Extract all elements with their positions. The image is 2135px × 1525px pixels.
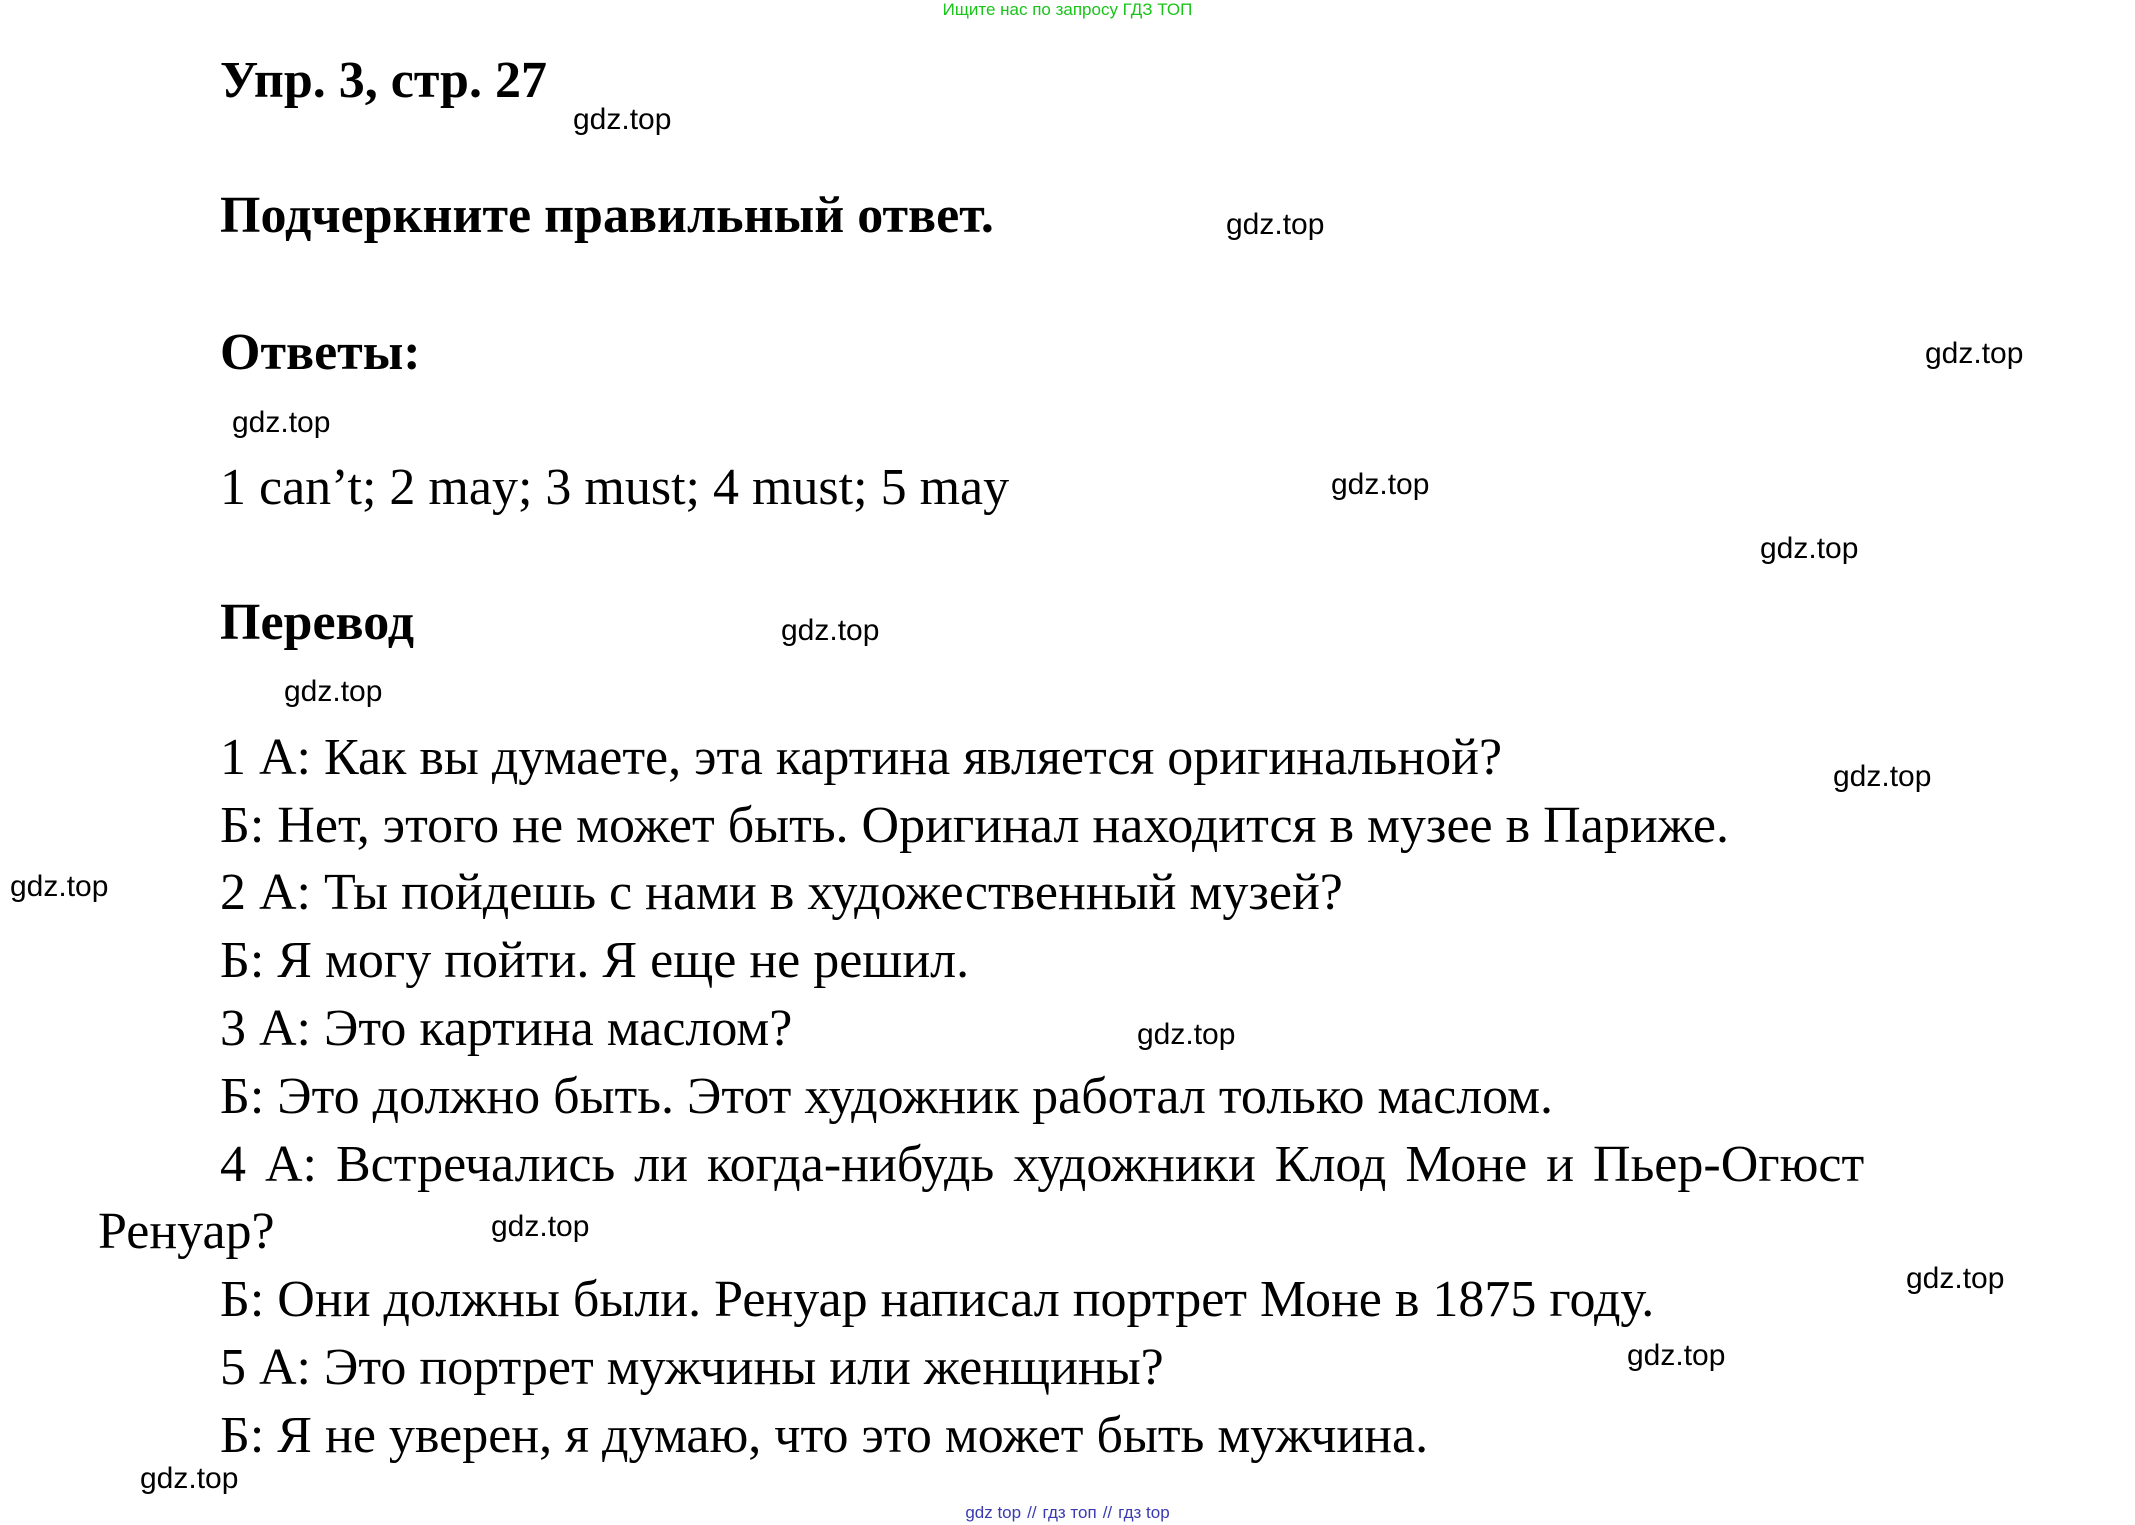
translation-line: 3 А: Это картина маслом? [220, 1000, 793, 1057]
answers-text: 1 can’t; 2 may; 3 must; 4 must; 5 may [220, 459, 1010, 516]
top-banner: Ищите нас по запросу ГДЗ ТОП [942, 0, 1193, 19]
exercise-title: Упр. 3, стр. 27 [220, 52, 547, 109]
footer-link[interactable]: гдз топ [1042, 1503, 1097, 1522]
watermark: gdz.top [1226, 208, 1325, 241]
translation-line: Б: Это должно быть. Этот художник работал только маслом. [220, 1068, 1554, 1125]
translation-line: Б: Я не уверен, я думаю, что это может быть мужчина. [220, 1407, 1429, 1464]
footer-links [0, 1503, 2135, 1523]
watermark: gdz.top [1760, 532, 1859, 565]
translation-line: Б: Нет, этого не может быть. Оригинал находится в музее в Париже. [220, 797, 1729, 854]
watermark: gdz.top [1331, 468, 1430, 501]
watermark: gdz.top [284, 675, 383, 708]
footer-separator: // [1102, 1503, 1113, 1522]
watermark: gdz.top [10, 870, 109, 903]
watermark: gdz.top [781, 614, 880, 647]
watermark: gdz.top [232, 406, 331, 439]
watermark: gdz.top [573, 103, 672, 136]
watermark: gdz.top [140, 1462, 239, 1495]
translation-line: Б: Я могу пойти. Я еще не решил. [220, 932, 970, 989]
translation-line: 2 А: Ты пойдешь с нами в художественный музей? [220, 864, 1343, 921]
watermark: gdz.top [1833, 760, 1932, 793]
translation-line: 5 А: Это портрет мужчины или женщины? [220, 1339, 1164, 1396]
translation-line: Б: Они должны были. Ренуар написал портрет Моне в 1875 году. [220, 1271, 1655, 1328]
task-instruction: Подчеркните правильный ответ. [220, 187, 994, 244]
footer-separator: // [1027, 1503, 1037, 1522]
watermark: gdz.top [491, 1210, 590, 1243]
watermark: gdz.top [1906, 1262, 2005, 1295]
watermark: gdz.top [1627, 1339, 1726, 1372]
watermark: gdz.top [1925, 337, 2024, 370]
translation-line: 4 А: Встречались ли когда-нибудь художники Клод Моне и Пьер-Огюст [220, 1136, 1865, 1193]
translation-heading: Перевод [220, 594, 415, 651]
footer-link[interactable]: gdz top [965, 1503, 1022, 1522]
watermark: gdz.top [1137, 1018, 1236, 1051]
footer-link[interactable]: гдз top [1118, 1503, 1170, 1522]
translation-line: Ренуар? [98, 1203, 275, 1260]
translation-line: 1 А: Как вы думаете, эта картина является оригинальной? [220, 729, 1503, 786]
answers-heading: Ответы: [220, 324, 421, 381]
